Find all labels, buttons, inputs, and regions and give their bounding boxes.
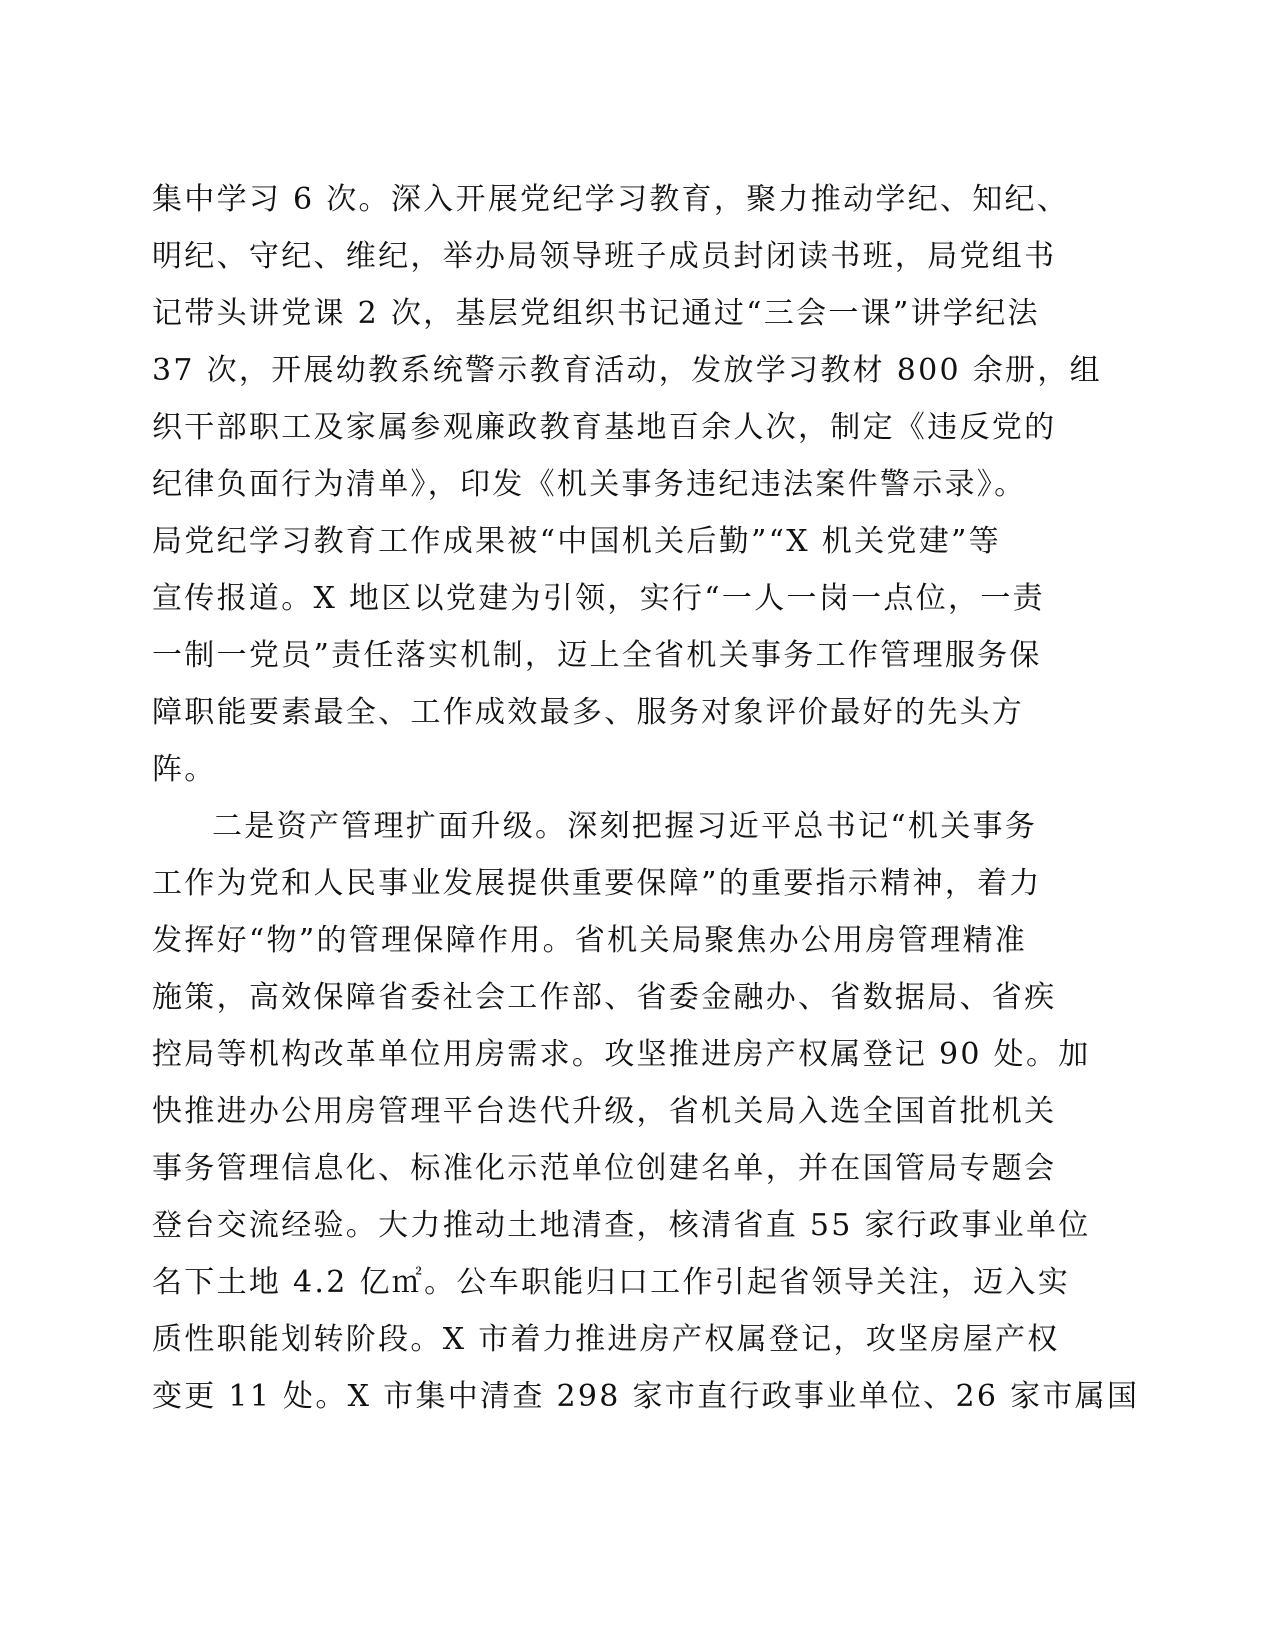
text-line: 快推进办公用房管理平台迭代升级，省机关局入选全国首批机关 <box>152 1094 1057 1129</box>
text-line: 障职能要素最全、工作成效最多、服务对象评价最好的先头方 <box>152 695 1025 730</box>
text-line: 阵。 <box>152 752 217 787</box>
text-line: 集中学习 6 次。深入开展党纪学习教育，聚力推动学纪、知纪、 <box>152 182 1070 217</box>
text-line: 37 次，开展幼教系统警示教育活动，发放学习教材 800 余册，组 <box>152 353 1102 388</box>
text-line: 织干部职工及家属参观廉政教育基地百余人次，制定《违反党的 <box>152 410 1057 445</box>
text-line: 事务管理信息化、标准化示范单位创建名单，并在国管局专题会 <box>152 1151 1057 1186</box>
text-line: 登台交流经验。大力推动土地清查，核清省直 55 家行政事业单位 <box>152 1208 1091 1243</box>
text-line: 变更 11 处。X 市集中清查 298 家市直行政事业单位、26 家市属国 <box>152 1379 1140 1414</box>
text-line: 记带头讲党课 2 次，基层党组织书记通过“三会一课”讲学纪法 <box>152 296 1040 331</box>
text-line: 一制一党员”责任落实机制，迈上全省机关事务工作管理服务保 <box>152 638 1042 673</box>
text-line: 发挥好“物”的管理保障作用。省机关局聚焦办公用房管理精准 <box>152 923 1028 958</box>
paragraph-first-line: 二是资产管理扩面升级。深刻把握习近平总书记“机关事务 <box>212 809 1038 844</box>
text-line: 施策，高效保障省委社会工作部、省委金融办、省数据局、省疾 <box>152 980 1057 1015</box>
text-line: 名下土地 4.2 亿㎡。公车职能归口工作引起省领导关注，迈入实 <box>152 1265 1071 1300</box>
text-line: 局党纪学习教育工作成果被“中国机关后勤”“X 机关党建”等 <box>152 524 1001 559</box>
text-line: 工作为党和人民事业发展提供重要保障”的重要指示精神，着力 <box>152 866 1042 901</box>
text-line: 明纪、守纪、维纪，举办局领导班子成员封闭读书班，局党组书 <box>152 239 1057 274</box>
text-line: 控局等机构改革单位用房需求。攻坚推进房产权属登记 90 处。加 <box>152 1037 1091 1072</box>
text-line: 宣传报道。X 地区以党建为引领，实行“一人一岗一点位，一责 <box>152 581 1045 616</box>
text-line: 纪律负面行为清单》，印发《机关事务违纪违法案件警示录》。 <box>152 467 1027 502</box>
text-line: 质性职能划转阶段。X 市着力推进房产权属登记，攻坚房屋产权 <box>152 1322 1060 1357</box>
